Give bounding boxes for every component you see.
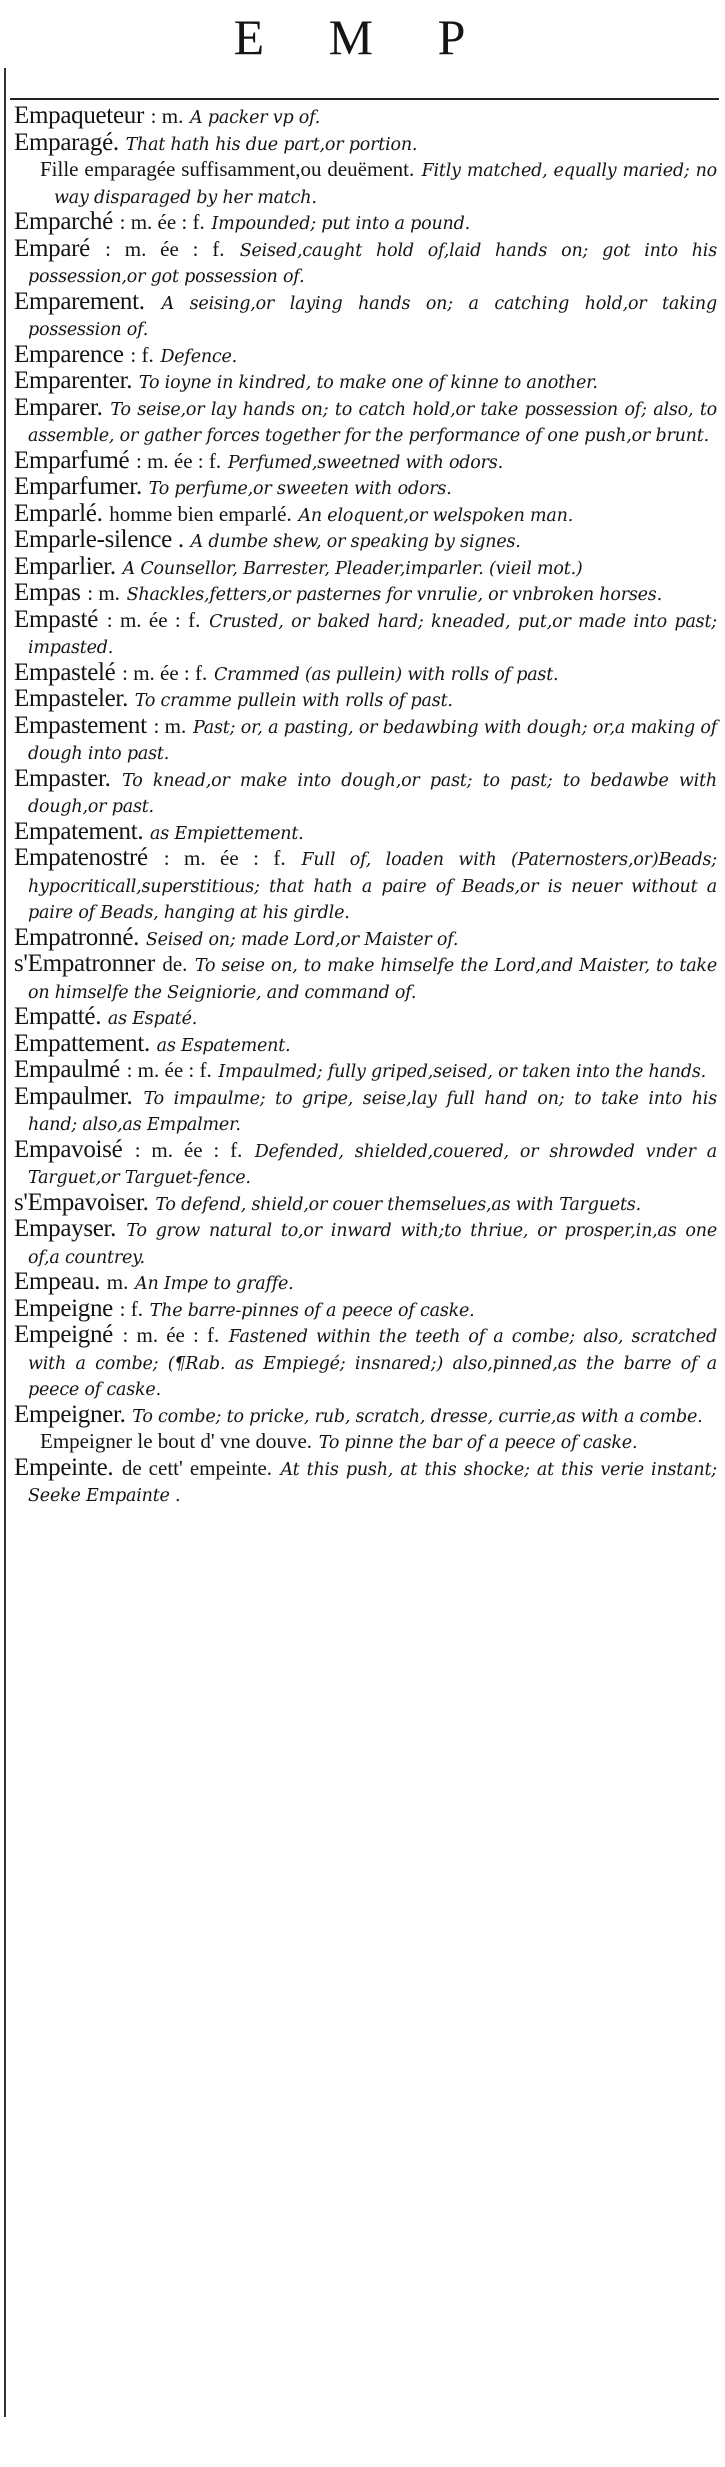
grammar-note: : m. ée : f. (122, 660, 208, 685)
definition: That hath his due part,or portion. (125, 134, 418, 155)
headword: Empattement. (14, 1029, 150, 1057)
dictionary-entry (14, 234, 717, 290)
dictionary-entry (14, 1005, 717, 1032)
grammar-note: : m. ée : f. (163, 846, 286, 870)
definition: Crammed (as pullein) with rolls of past. (213, 664, 559, 685)
dictionary-entry (14, 1217, 717, 1270)
dictionary-entry (14, 1082, 717, 1138)
headword: Emparé (14, 234, 90, 262)
headword: s'Empavoiser. (14, 1188, 149, 1216)
grammar-note: m. (106, 1270, 129, 1294)
headword: Emparlier. (14, 552, 116, 580)
dictionary-entry (14, 952, 717, 1005)
dictionary-entry (14, 287, 717, 343)
definition: Full of, loaden with (Paternosters,or)Beads; hypocriticall,superstitious; that hath a paire of Beads,or is neuer without a paire of Beads, hanging at his girdle. (28, 850, 717, 923)
dictionary-entry (14, 369, 717, 396)
grammar-note: : m. ée : f. (126, 1058, 212, 1082)
definition: Fitly matched, equally maried; no way disparaged by her match. (54, 161, 717, 208)
headword: Empeau. (14, 1268, 101, 1295)
dictionary-entry (14, 846, 717, 926)
headword: Empatenostré (14, 844, 148, 871)
dictionary-entry (14, 1294, 717, 1324)
definition: An Impe to graffe. (135, 1274, 294, 1294)
dictionary-entry (14, 764, 717, 820)
definition: At this push, at this shocke; at this verie instant; Seeke Empainte . (28, 1459, 717, 1506)
entry-list (14, 104, 717, 1509)
dictionary-entry (14, 528, 717, 555)
definition: Fastened within the teeth of a combe; also, scratched with a combe; (¶Rab. as Empiegé; insnared;) also,pinned,as the barre of a peece of caske. (28, 1327, 717, 1400)
dictionary-entry (14, 475, 717, 502)
headword: Emparlé. (14, 499, 103, 527)
definition: A Counsellor, Barrester, Pleader,imparler. (vieil mot.) (122, 558, 583, 579)
headword: Empeigné (14, 1321, 113, 1348)
headword: Empaster. (14, 764, 111, 792)
headword: Emparer. (14, 393, 103, 421)
definition: Seised on; made Lord,or Maister of. (145, 929, 459, 950)
headword: Emparle-silence . (14, 526, 184, 553)
dictionary-entry (14, 1029, 717, 1059)
definition: Perfumed,sweetned with odors. (227, 452, 503, 473)
dictionary-entry (14, 446, 717, 476)
definition: An eloquent,or welspoken man. (298, 505, 574, 526)
headword: Empatronné. (14, 923, 140, 951)
headword: Empasteler. (14, 685, 129, 712)
definition: Past; or, a pasting, or bedawbing with dough; or,a making of dough into past. (28, 717, 717, 764)
headword: Empaulmer. (14, 1082, 133, 1110)
definition: To seise,or lay hands on; to catch hold,or take possession of; also, to assemble, or gather forces together for the performance of one push,or brunt. (28, 399, 717, 446)
definition: To cramme pullein with rolls of past. (134, 691, 453, 711)
grammar-note: : m. ée : f. (105, 236, 225, 261)
dictionary-entry (14, 581, 717, 608)
grammar-note: : m. (87, 581, 120, 605)
grammar-note: : m. ée : f. (119, 210, 205, 234)
definition: To grow natural to,or inward with;to thriue, or prosper,in,as one of,a countrey. (28, 1221, 717, 1268)
headword: Emparenter. (14, 367, 133, 394)
dictionary-entry (14, 393, 717, 449)
headword: Empavoisé (14, 1135, 123, 1163)
headword: Emparché (14, 208, 113, 235)
dictionary-entry (14, 687, 717, 714)
grammar-note: Empeigner le bout d' vne douve. (40, 1429, 313, 1453)
definition: To defend, shield,or couer themselues,as with Targuets. (155, 1194, 641, 1215)
headword: Empayser. (14, 1215, 117, 1242)
definition: To perfume,or sweeten with odors. (148, 479, 452, 499)
grammar-note: : f. (119, 1296, 143, 1321)
headword: Emparence (14, 340, 124, 368)
headword: Empeinte. (14, 1453, 114, 1481)
running-head: E M P (233, 9, 492, 65)
grammar-note: Fille emparagée suffisamment,ou deuëment. (40, 157, 415, 181)
definition: To combe; to pricke, rub, scratch, dresse, currie,as with a combe. (132, 1406, 703, 1427)
grammar-note: : m. ée : f. (106, 607, 201, 632)
grammar-note: de cett' empeinte. (121, 1455, 273, 1480)
definition: as Empiettement. (149, 823, 304, 844)
header-rule (10, 98, 719, 100)
definition: A packer vp of. (190, 108, 321, 128)
headword: Empaqueteur (14, 102, 144, 129)
definition: The barre-pinnes of a peece of caske. (149, 1300, 475, 1321)
headword: Empas (14, 579, 81, 606)
definition: To impaulme; to gripe, seise,lay full hand on; to take into his hand; also,as Empalmer. (28, 1088, 717, 1135)
dictionary-entry (14, 658, 717, 688)
grammar-note: homme bien emparlé. (109, 501, 292, 526)
headword: Empeigne (14, 1294, 113, 1322)
dictionary-entry (14, 340, 717, 370)
dictionary-entry (14, 128, 717, 158)
dictionary-entry (14, 1400, 717, 1430)
grammar-note: : m. ée : f. (136, 448, 222, 473)
grammar-note: : m. ée : f. (122, 1323, 220, 1347)
definition: To pinne the bar of a peece of caske. (318, 1433, 638, 1453)
dictionary-entry (14, 157, 717, 210)
dictionary-entry (14, 711, 717, 767)
definition: A dumbe shew, or speaking by signes. (190, 532, 521, 552)
headword: Empatement. (14, 817, 144, 845)
definition: Defended, shielded,couered, or shrowded vnder a Targuet,or Targuet-fence. (28, 1141, 717, 1188)
dictionary-entry (14, 1453, 717, 1509)
grammar-note: : m. (153, 713, 187, 738)
dictionary-entry (14, 817, 717, 847)
dictionary-entry (14, 1135, 717, 1191)
dictionary-entry (14, 1058, 717, 1085)
dictionary-entry (14, 1188, 717, 1218)
dictionary-entry (14, 1323, 717, 1403)
headword: Empatté. (14, 1003, 102, 1030)
definition: Seised,caught hold of,laid hands on; got into his possession,or got possession of. (28, 240, 717, 287)
headword: Empastement (14, 711, 147, 739)
dictionary-entry (14, 923, 717, 953)
definition: as Espaté. (107, 1009, 198, 1029)
dictionary-entry (14, 210, 717, 237)
definition: Defence. (160, 346, 238, 367)
dictionary-entry (14, 552, 717, 582)
headword: Empaulmé (14, 1056, 120, 1083)
definition: Impaulmed; fully griped,seised, or taken into the hands. (218, 1062, 706, 1082)
headword: Emparement. (14, 287, 145, 315)
dictionary-entry (14, 1429, 717, 1456)
dictionary-entry (14, 499, 717, 529)
grammar-note: : m. (150, 104, 184, 128)
headword: Emparagé. (14, 128, 119, 156)
headword: s'Empatronner (14, 950, 155, 977)
definition: as Espatement. (156, 1035, 291, 1056)
grammar-note: : f. (130, 342, 154, 367)
dictionary-entry (14, 104, 717, 131)
grammar-note: : m. ée : f. (134, 1137, 243, 1162)
headword: Empeigner. (14, 1400, 126, 1428)
definition: A seising,or laying hands on; a catching hold,or taking possession of. (28, 293, 717, 340)
left-margin-rule (4, 68, 6, 2417)
definition: To ioyne in kindred, to make one of kinne to another. (138, 373, 598, 393)
definition: Crusted, or baked hard; kneaded, put,or made into past; impasted. (28, 611, 717, 658)
dictionary-entry (14, 605, 717, 661)
dictionary-entry (14, 1270, 717, 1297)
headword: Emparfumer. (14, 473, 142, 500)
definition: To seise on, to make himselfe the Lord,and Maister, to take on himselfe the Seigniorie, and command of. (28, 956, 717, 1003)
headword: Empastelé (14, 658, 116, 686)
grammar-note: de. (162, 952, 188, 976)
definition: To knead,or make into dough,or past; to past; to bedawbe with dough,or past. (28, 770, 717, 817)
definition: Impounded; put into a pound. (211, 214, 470, 234)
headword: Emparfumé (14, 446, 130, 474)
headword: Empasté (14, 605, 98, 633)
definition: Shackles,fetters,or pasternes for vnrulie, or vnbroken horses. (126, 585, 662, 605)
